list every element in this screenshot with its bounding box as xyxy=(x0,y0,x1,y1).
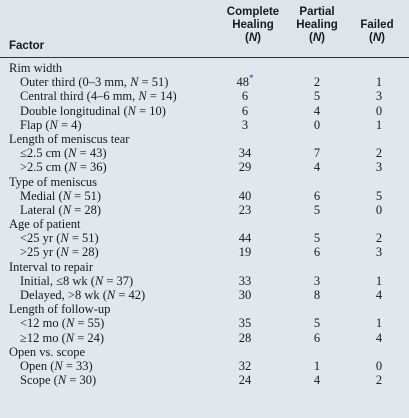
row-factor-label: ≥12 mo (N = 24) xyxy=(20,330,105,345)
header-failed-line1: Failed xyxy=(360,19,394,31)
table-row xyxy=(0,231,409,245)
failed-value: 3 xyxy=(375,160,383,175)
table-group-row xyxy=(0,260,409,274)
table-group-row xyxy=(0,132,409,146)
footnote-marker: * xyxy=(249,73,254,84)
row-factor-label: Central third (4–6 mm, N = 14) xyxy=(20,89,177,104)
header-complete-unit: (N) xyxy=(245,32,261,44)
table-row xyxy=(0,146,409,160)
partial-healing-value: 0 xyxy=(313,117,321,132)
table-row xyxy=(0,245,409,259)
table-group-row xyxy=(0,302,409,316)
failed-value: 0 xyxy=(375,358,383,373)
row-factor-label: >2.5 cm (N = 36) xyxy=(20,160,107,175)
failed-value: 5 xyxy=(375,188,383,203)
failed-value: 1 xyxy=(375,117,383,132)
row-factor-label: Lateral (N = 28) xyxy=(20,202,101,217)
partial-healing-value: 1 xyxy=(313,358,321,373)
complete-healing-value: 24 xyxy=(238,373,252,388)
header-partial-healing xyxy=(291,6,343,45)
row-factor-label: Open (N = 33) xyxy=(20,358,93,373)
complete-healing-value: 3 xyxy=(241,117,249,132)
partial-healing-value: 2 xyxy=(313,75,321,90)
header-divider xyxy=(0,57,409,58)
table-header xyxy=(0,0,409,57)
table-row xyxy=(0,160,409,174)
failed-value: 1 xyxy=(375,273,383,288)
failed-value: 0 xyxy=(375,103,383,118)
partial-healing-value: 5 xyxy=(313,202,321,217)
partial-healing-value: 4 xyxy=(313,373,321,388)
failed-value: 4 xyxy=(375,330,383,345)
table-group-row xyxy=(0,61,409,75)
complete-healing-cell xyxy=(234,203,256,217)
partial-healing-value: 6 xyxy=(313,188,321,203)
complete-healing-value: 30 xyxy=(238,288,252,302)
table-row xyxy=(0,331,409,345)
row-factor-label: Delayed, >8 wk (N = 42) xyxy=(20,288,146,302)
header-failed xyxy=(353,19,401,45)
failed-value: 0 xyxy=(375,202,383,217)
partial-healing-value: 4 xyxy=(313,160,321,175)
complete-healing-cell xyxy=(234,316,256,330)
failed-value: 2 xyxy=(375,373,383,388)
row-factor-label: Medial (N = 51) xyxy=(20,188,102,203)
row-factor-label: ≤2.5 cm (N = 43) xyxy=(20,146,107,161)
complete-healing-cell xyxy=(234,146,256,160)
partial-healing-value: 8 xyxy=(313,288,321,302)
header-partial-unit: (N) xyxy=(309,32,325,44)
failed-value: 1 xyxy=(375,75,383,90)
row-factor-label: Outer third (0–3 mm, N = 51) xyxy=(20,75,169,90)
header-factor xyxy=(9,40,44,53)
header-failed-unit: (N) xyxy=(369,32,385,44)
complete-healing-cell xyxy=(234,288,256,302)
complete-healing-value: 29 xyxy=(238,160,252,175)
failed-value: 4 xyxy=(375,288,383,302)
complete-healing-cell xyxy=(234,274,256,288)
group-label: Length of meniscus tear xyxy=(9,131,130,146)
partial-healing-value: 7 xyxy=(313,146,321,161)
partial-healing-value: 3 xyxy=(313,273,321,288)
complete-healing-cell xyxy=(234,75,256,89)
table-row xyxy=(0,373,409,387)
partial-healing-value: 5 xyxy=(313,231,321,246)
complete-healing-cell xyxy=(234,104,256,118)
row-factor-label: Double longitudinal (N = 10) xyxy=(20,103,166,118)
table-group-row xyxy=(0,345,409,359)
row-factor-label: Flap (N = 4) xyxy=(20,117,82,132)
table-row xyxy=(0,274,409,288)
complete-healing-value: 6 xyxy=(241,89,249,104)
header-complete-healing xyxy=(221,6,285,45)
group-label: Type of meniscus xyxy=(9,174,97,189)
group-label: Length of follow-up xyxy=(9,302,111,317)
partial-healing-value: 6 xyxy=(313,245,321,260)
table-group-row xyxy=(0,175,409,189)
group-label: Open vs. scope xyxy=(9,344,86,359)
complete-healing-cell xyxy=(234,245,256,259)
header-complete-line1: Complete xyxy=(226,6,280,18)
group-label: Interval to repair xyxy=(9,259,93,274)
complete-healing-value: 33 xyxy=(238,273,252,288)
table-row xyxy=(0,316,409,330)
table-row xyxy=(0,75,409,89)
row-factor-label: >25 yr (N = 28) xyxy=(20,245,99,260)
header-factor-label: Factor xyxy=(9,40,45,52)
complete-healing-cell xyxy=(234,373,256,387)
failed-value: 1 xyxy=(375,316,383,331)
partial-healing-value: 4 xyxy=(313,103,321,118)
complete-healing-cell xyxy=(234,359,256,373)
complete-healing-value: 35 xyxy=(238,316,252,331)
group-label: Age of patient xyxy=(9,217,81,232)
table-row xyxy=(0,203,409,217)
complete-healing-value: 6 xyxy=(241,103,249,118)
header-complete-line2: Healing xyxy=(232,19,274,31)
group-label: Rim width xyxy=(9,61,63,75)
row-factor-label: <12 mo (N = 55) xyxy=(20,316,105,331)
complete-healing-value: 44 xyxy=(238,231,252,246)
failed-value: 3 xyxy=(375,89,383,104)
row-factor-label: Scope (N = 30) xyxy=(20,373,97,388)
table-row xyxy=(0,118,409,132)
table-body xyxy=(0,61,409,387)
complete-healing-value: 19 xyxy=(238,245,252,260)
complete-healing-cell xyxy=(234,160,256,174)
complete-healing-cell xyxy=(234,189,256,203)
failed-value: 2 xyxy=(375,146,383,161)
table-row xyxy=(0,89,409,103)
header-partial-line2: Healing xyxy=(296,19,338,31)
header-partial-line1: Partial xyxy=(299,6,335,18)
complete-healing-value: 48 xyxy=(236,75,249,90)
complete-healing-cell xyxy=(234,89,256,103)
complete-healing-value: 32 xyxy=(238,358,252,373)
complete-healing-cell xyxy=(234,331,256,345)
complete-healing-cell xyxy=(234,118,256,132)
complete-healing-value: 23 xyxy=(238,202,252,217)
table-row xyxy=(0,104,409,118)
table-group-row xyxy=(0,217,409,231)
table-row xyxy=(0,288,409,302)
complete-healing-value: 34 xyxy=(238,146,252,161)
failed-value: 3 xyxy=(375,245,383,260)
partial-healing-value: 5 xyxy=(313,89,321,104)
complete-healing-cell xyxy=(234,231,256,245)
table-row xyxy=(0,189,409,203)
partial-healing-value: 5 xyxy=(313,316,321,331)
failed-value: 2 xyxy=(375,231,383,246)
complete-healing-value: 40 xyxy=(238,188,252,203)
row-factor-label: Initial, ≤8 wk (N = 37) xyxy=(20,273,134,288)
table-row xyxy=(0,359,409,373)
complete-healing-value: 28 xyxy=(238,330,252,345)
row-factor-label: <25 yr (N = 51) xyxy=(20,231,99,246)
partial-healing-value: 6 xyxy=(313,330,321,345)
